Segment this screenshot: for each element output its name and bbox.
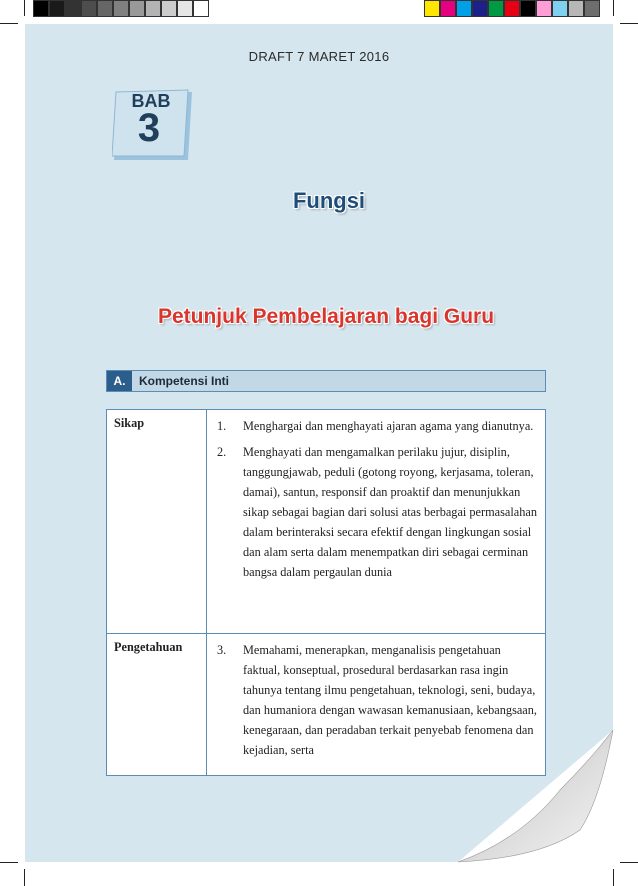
item-number: 2. xyxy=(217,445,227,459)
chapter-word: BAB xyxy=(131,91,171,111)
draft-label: DRAFT 7 MARET 2016 xyxy=(248,49,390,64)
item-text: Menghayati dan mengamalkan perilaku jujur, disiplin, tanggungjawab, peduli (gotong royong, kerjasama, toleran, damai), santun, responsif dan proaktif dan menunjukkan sikap sebagai bagian dari solusi atas berbagai permasalahan dalam berinteraksi secara efektif dengan lingkungan sosial dan alam serta dalam menempatkan diri sebagai cerminan bangsa dalam pergaulan dunia xyxy=(243,445,537,579)
section-letter: A. xyxy=(107,371,132,391)
competency-category: Sikap xyxy=(107,410,207,634)
item-text: Menghargai dan menghayati ajaran agama yang dianutnya. xyxy=(243,419,534,433)
competency-category: Pengetahuan xyxy=(107,634,207,776)
section-heading: Petunjuk Pembelajaran bagi Guru xyxy=(157,305,495,328)
item-number: 1. xyxy=(217,419,227,433)
chapter-number: 3 xyxy=(137,106,161,150)
chapter-title: Fungsi xyxy=(292,188,366,213)
section-title: Kompetensi Inti xyxy=(139,374,230,388)
item-text: Memahami, menerapkan, menganalisis pengetahuan faktual, konseptual, prosedural berdasarkan rasa ingin tahunya tentang ilmu pengetahuan, teknologi, seni, budaya, dan humaniora dengan wawasan kemanusiaan, kebangsaan, kenegaraan, dan peradaban terkait penyebab fenomena dan kejadian, serta xyxy=(243,643,537,757)
item-number: 3. xyxy=(217,643,227,657)
